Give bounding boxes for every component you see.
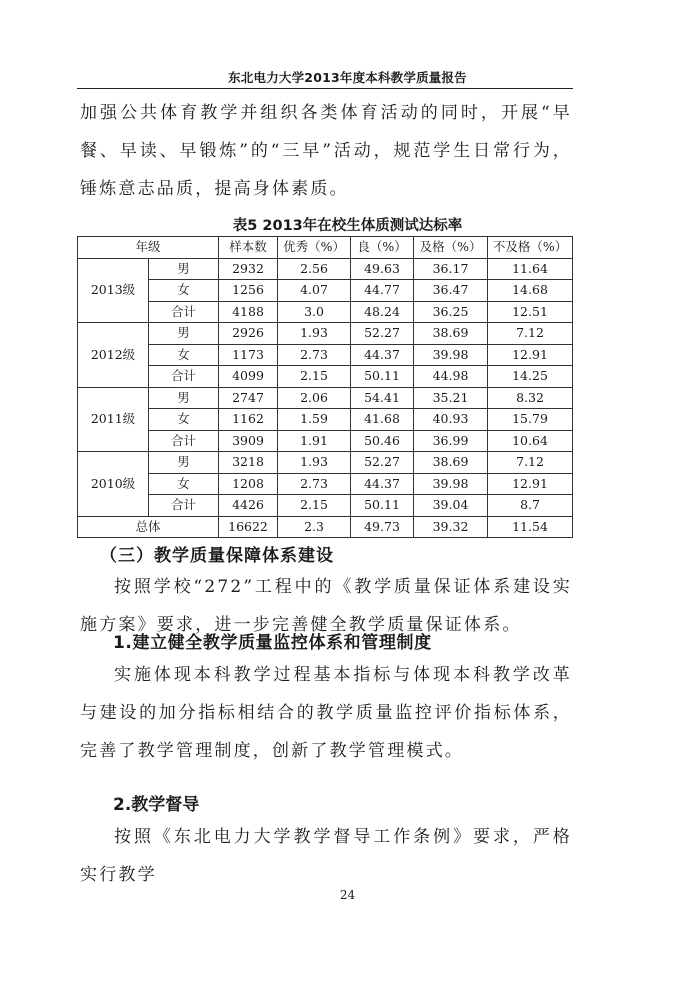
subgroup-cell: 女 (149, 280, 219, 302)
value-cell-excellent: 1.93 (278, 323, 351, 345)
table-row (78, 366, 573, 388)
grade-cell: 2012级 (78, 323, 149, 388)
table-header-row (78, 237, 573, 259)
header-rule (77, 88, 573, 89)
column-header-excellent: 优秀（%） (278, 237, 351, 259)
value-cell-good: 49.63 (351, 258, 414, 280)
paragraph-monitoring: 实施体现本科教学过程基本指标与体现本科教学改革与建设的加分指标相结合的教学质量监控评价指标体系，完善了教学管理制度，创新了教学管理模式。 (80, 665, 572, 761)
value-cell-good: 50.11 (351, 495, 414, 517)
total-cell-n: 16622 (219, 516, 278, 538)
total-cell-good: 49.73 (351, 516, 414, 538)
value-cell-n: 1208 (219, 473, 278, 495)
value-cell-n: 1173 (219, 344, 278, 366)
value-cell-pass: 44.98 (414, 366, 488, 388)
running-header-title: 东北电力大学2013年度本科教学质量报告 (228, 70, 467, 85)
value-cell-fail: 14.25 (488, 366, 573, 388)
value-cell-good: 50.46 (351, 430, 414, 452)
value-cell-fail: 14.68 (488, 280, 573, 302)
value-cell-pass: 39.98 (414, 344, 488, 366)
value-cell-pass: 40.93 (414, 409, 488, 431)
value-cell-fail: 10.64 (488, 430, 573, 452)
value-cell-n: 2932 (219, 258, 278, 280)
table-caption: 表5 2013年在校生体质测试达标率 (232, 218, 463, 234)
value-cell-pass: 39.98 (414, 473, 488, 495)
subgroup-cell: 合计 (149, 366, 219, 388)
column-header-grade: 年级 (78, 237, 219, 259)
table-row (78, 344, 573, 366)
subgroup-cell: 合计 (149, 495, 219, 517)
value-cell-fail: 8.32 (488, 387, 573, 409)
subheading-teaching-supervision: 2.教学督导 (113, 795, 200, 815)
grade-cell: 2011级 (78, 387, 149, 452)
table-row (78, 495, 573, 517)
value-cell-n: 1256 (219, 280, 278, 302)
value-cell-pass: 36.99 (414, 430, 488, 452)
total-cell-fail: 11.54 (488, 516, 573, 538)
table-row (78, 473, 573, 495)
table-row (78, 430, 573, 452)
value-cell-n: 3909 (219, 430, 278, 452)
total-cell-excellent: 2.3 (278, 516, 351, 538)
column-header-fail: 不及格（%） (488, 237, 573, 259)
paragraph-quality-system: 按照学校“272”工程中的《教学质量保证体系建设实施方案》要求，进一步完善健全教学质量保证体系。 (80, 577, 572, 635)
value-cell-fail: 8.7 (488, 495, 573, 517)
value-cell-excellent: 2.15 (278, 495, 351, 517)
value-cell-excellent: 1.93 (278, 452, 351, 474)
value-cell-good: 44.37 (351, 473, 414, 495)
subgroup-cell: 男 (149, 258, 219, 280)
value-cell-fail: 7.12 (488, 452, 573, 474)
table-row (78, 301, 573, 323)
value-cell-excellent: 2.15 (278, 366, 351, 388)
value-cell-pass: 38.69 (414, 452, 488, 474)
value-cell-fail: 15.79 (488, 409, 573, 431)
value-cell-excellent: 2.56 (278, 258, 351, 280)
subgroup-cell: 合计 (149, 301, 219, 323)
value-cell-fail: 12.91 (488, 473, 573, 495)
value-cell-excellent: 2.06 (278, 387, 351, 409)
total-label-cell: 总体 (78, 516, 219, 538)
paragraph-supervision: 按照《东北电力大学教学督导工作条例》要求，严格实行教学 (80, 827, 572, 885)
value-cell-excellent: 4.07 (278, 280, 351, 302)
page-number: 24 (339, 888, 356, 902)
subgroup-cell: 男 (149, 452, 219, 474)
value-cell-pass: 36.17 (414, 258, 488, 280)
value-cell-excellent: 2.73 (278, 473, 351, 495)
grade-cell: 2010级 (78, 452, 149, 517)
value-cell-good: 44.37 (351, 344, 414, 366)
value-cell-n: 1162 (219, 409, 278, 431)
value-cell-good: 41.68 (351, 409, 414, 431)
paragraph-intro: 加强公共体育教学并组织各类体育活动的同时，开展“早餐、早读、早锻炼”的“三早”活动，规范学生日常行为，锤炼意志品质，提高身体素质。 (80, 103, 572, 199)
value-cell-pass: 39.04 (414, 495, 488, 517)
value-cell-good: 52.27 (351, 452, 414, 474)
value-cell-excellent: 1.59 (278, 409, 351, 431)
column-header-sample: 样本数 (219, 237, 278, 259)
table-row (78, 452, 573, 474)
table-row (78, 387, 573, 409)
value-cell-n: 3218 (219, 452, 278, 474)
value-cell-n: 4426 (219, 495, 278, 517)
value-cell-pass: 35.21 (414, 387, 488, 409)
table-row (78, 323, 573, 345)
value-cell-excellent: 1.91 (278, 430, 351, 452)
value-cell-pass: 36.47 (414, 280, 488, 302)
value-cell-fail: 12.91 (488, 344, 573, 366)
subgroup-cell: 男 (149, 323, 219, 345)
table-row (78, 258, 573, 280)
value-cell-good: 54.41 (351, 387, 414, 409)
value-cell-pass: 38.69 (414, 323, 488, 345)
value-cell-good: 48.24 (351, 301, 414, 323)
section-heading-quality-assurance: （三）教学质量保障体系建设 (100, 546, 334, 566)
value-cell-good: 50.11 (351, 366, 414, 388)
value-cell-fail: 7.12 (488, 323, 573, 345)
subheading-monitoring-system: 1.建立健全教学质量监控体系和管理制度 (113, 633, 432, 653)
subgroup-cell: 女 (149, 344, 219, 366)
value-cell-n: 2926 (219, 323, 278, 345)
subgroup-cell: 男 (149, 387, 219, 409)
value-cell-pass: 36.25 (414, 301, 488, 323)
value-cell-excellent: 2.73 (278, 344, 351, 366)
subgroup-cell: 女 (149, 473, 219, 495)
value-cell-n: 2747 (219, 387, 278, 409)
total-cell-pass: 39.32 (414, 516, 488, 538)
table-row (78, 409, 573, 431)
column-header-pass: 及格（%） (414, 237, 488, 259)
value-cell-good: 52.27 (351, 323, 414, 345)
column-header-good: 良（%） (351, 237, 414, 259)
grade-cell: 2013级 (78, 258, 149, 323)
value-cell-excellent: 3.0 (278, 301, 351, 323)
table-row (78, 280, 573, 302)
value-cell-n: 4099 (219, 366, 278, 388)
subgroup-cell: 女 (149, 409, 219, 431)
table-row-total (78, 516, 573, 538)
value-cell-fail: 11.64 (488, 258, 573, 280)
value-cell-n: 4188 (219, 301, 278, 323)
value-cell-good: 44.77 (351, 280, 414, 302)
subgroup-cell: 合计 (149, 430, 219, 452)
fitness-test-table (77, 236, 573, 538)
value-cell-fail: 12.51 (488, 301, 573, 323)
